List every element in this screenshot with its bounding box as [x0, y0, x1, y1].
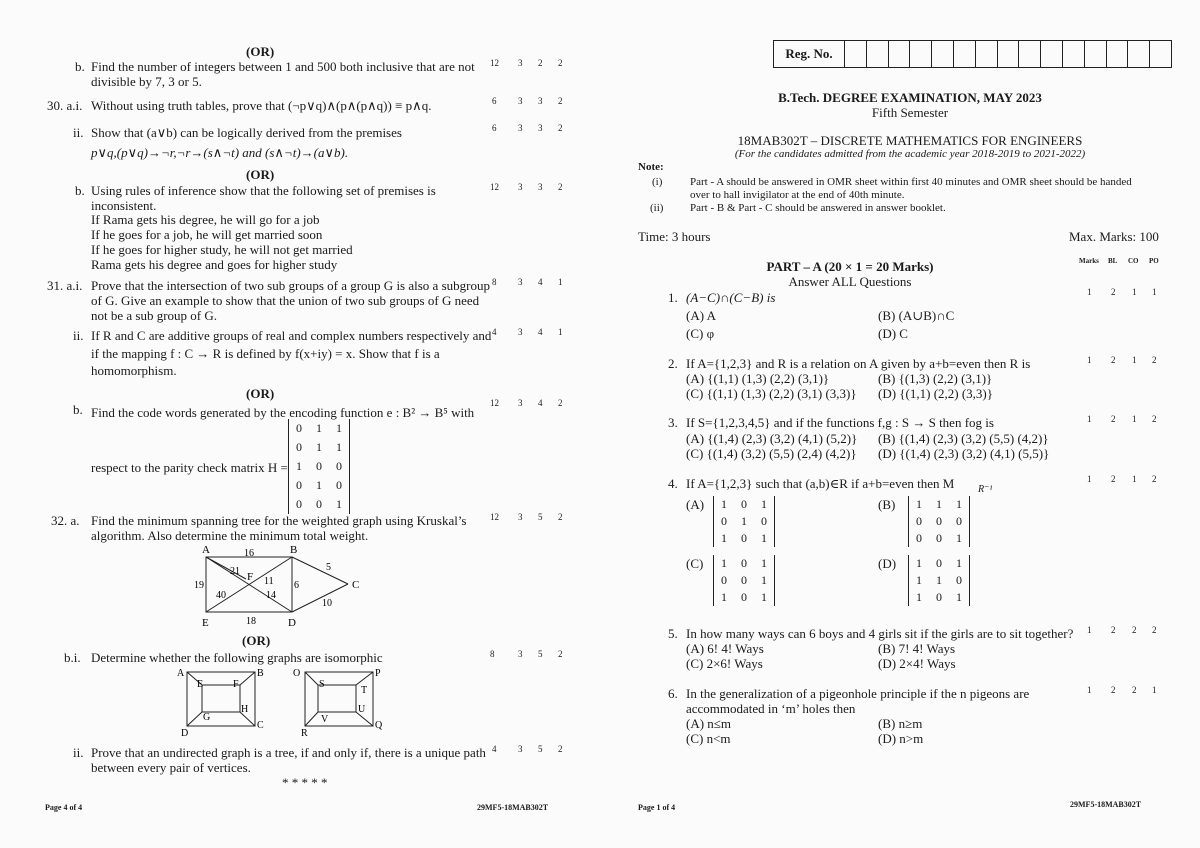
- question-text: Find the code words generated by the encoding function e : B² → B⁵ with: [91, 405, 475, 420]
- edge-weight: 19: [194, 580, 204, 591]
- edge-weight: 14: [266, 590, 276, 601]
- option-d[interactable]: (D) 2×4! Ways: [878, 656, 956, 671]
- vertex-label: R: [301, 728, 308, 738]
- question-number: 3.: [668, 415, 678, 430]
- question-label: b.: [75, 59, 85, 74]
- note-text: Part - B & Part - C should be answered in answer booklet.: [690, 202, 946, 214]
- edge-weight: 5: [326, 562, 331, 573]
- question-text: (A−C)∩(C−B) is: [686, 290, 776, 305]
- reg-no-cell[interactable]: [889, 41, 911, 67]
- vertex-label: Q: [375, 720, 383, 731]
- reg-no-cell[interactable]: [1019, 41, 1041, 67]
- page-footer-code: 29MF5-18MAB302T: [477, 803, 549, 812]
- question-text: Find the number of integers between 1 and 500 both inclusive that are not: [91, 59, 475, 74]
- vertex-label: F: [233, 679, 239, 690]
- note-number: (i): [652, 176, 663, 188]
- question-text: Show that (a∨b) can be logically derived from the premises: [91, 125, 402, 140]
- reg-no-cell[interactable]: [1085, 41, 1107, 67]
- matrix-subscript: R⁻¹: [978, 484, 993, 495]
- part-a-heading: PART – A (20 × 1 = 20 Marks): [766, 259, 934, 274]
- question-text: accommodated in ‘m’ holes then: [686, 701, 856, 716]
- question-label: b.: [75, 183, 85, 198]
- answer-all-instruction: Answer ALL Questions: [788, 274, 912, 289]
- option-b[interactable]: (B): [878, 497, 896, 512]
- option-d-matrix: 1 0 1 1 1 0 1 0 1: [908, 555, 970, 606]
- vertex-label: V: [321, 714, 329, 725]
- or-separator: (OR): [246, 386, 275, 401]
- option-c[interactable]: (C) 2×6! Ways: [686, 656, 763, 671]
- vertex-label: S: [319, 679, 325, 690]
- option-b-matrix: 1 1 1 0 0 0 0 0 1: [908, 496, 970, 547]
- question-text: between every pair of vertices.: [91, 760, 251, 775]
- vertex-label: B: [257, 668, 264, 679]
- reg-no-cell[interactable]: [998, 41, 1020, 67]
- vertex-label: C: [352, 579, 360, 591]
- question-label: ii.: [73, 328, 84, 343]
- vertex-label: G: [203, 712, 211, 723]
- question-text: Prove that the intersection of two sub groups of a group G is also a subgroup: [91, 278, 490, 293]
- question-text: p∨q,(p∨q)→¬r,¬r→(s∧¬t) and (s∧¬t)→(a∨b).: [91, 145, 349, 160]
- reg-no-cell[interactable]: [867, 41, 889, 67]
- vertex-label: C: [257, 720, 264, 731]
- premise-line: If he goes for a job, he will get married soon: [91, 227, 323, 242]
- option-c[interactable]: (C) n<m: [686, 731, 731, 746]
- option-d[interactable]: (D) C: [878, 326, 908, 341]
- vertex-label: B: [290, 544, 298, 556]
- parity-check-matrix: 0 1 1 0 1 1 1 0 0 0 1 0 0 0 1: [288, 419, 350, 514]
- option-a-matrix: 1 0 1 0 1 0 1 0 1: [713, 496, 775, 547]
- max-marks: Max. Marks: 100: [1069, 229, 1159, 244]
- vertex-label: P: [375, 668, 381, 679]
- option-b[interactable]: (B) {(1,4) (2,3) (3,2) (5,5) (4,2)}: [878, 431, 1049, 446]
- option-c[interactable]: (C) φ: [686, 326, 715, 341]
- question-number: 2.: [668, 356, 678, 371]
- reg-no-box: [773, 40, 1172, 68]
- premise-line: Rama gets his degree and goes for higher study: [91, 257, 338, 272]
- edge-weight: 6: [294, 580, 299, 591]
- reg-no-cell[interactable]: [845, 41, 867, 67]
- question-text: In how many ways can 6 boys and 4 girls sit if the girls are to sit together?: [686, 626, 1074, 641]
- or-separator: (OR): [246, 167, 275, 182]
- option-c-matrix: 1 0 1 0 0 1 1 0 1: [713, 555, 775, 606]
- option-c[interactable]: (C) {(1,1) (1,3) (2,2) (3,1) (3,3)}: [686, 386, 857, 401]
- question-text: Determine whether the following graphs are isomorphic: [91, 650, 383, 665]
- vertex-label: E: [202, 617, 209, 628]
- reg-no-cell[interactable]: [910, 41, 932, 67]
- vertex-label: U: [358, 704, 366, 715]
- reg-no-cell[interactable]: [1041, 41, 1063, 67]
- question-text: if the mapping f : C → R is defined by f(x+iy) = x. Show that f is a: [91, 346, 440, 361]
- question-text: If A={1,2,3} and R is a relation on A given by a+b=even then R is: [686, 356, 1031, 371]
- question-text: If R and C are additive groups of real and complex numbers respectively and: [91, 328, 492, 343]
- reg-no-cell[interactable]: [1150, 41, 1171, 67]
- vertex-label: H: [241, 704, 249, 715]
- page-footer-left: Page 1 of 4: [638, 803, 676, 812]
- option-d[interactable]: (D) n>m: [878, 731, 924, 746]
- option-d[interactable]: (D): [878, 556, 897, 571]
- option-b[interactable]: (B) 7! 4! Ways: [878, 641, 956, 656]
- option-a[interactable]: (A) n≤m: [686, 716, 732, 731]
- option-b[interactable]: (B) (A∪B)∩C: [878, 308, 955, 323]
- premise-line: If he goes for higher study, he will not get married: [91, 242, 353, 257]
- premise-line: If Rama gets his degree, he will go for a job: [91, 212, 320, 227]
- option-a[interactable]: (A) {(1,1) (1,3) (2,2) (3,1)}: [686, 371, 830, 386]
- edge-weight: 40: [216, 590, 226, 601]
- candidates-note: (For the candidates admitted from the academic year 2018-2019 to 2021-2022): [734, 148, 1086, 160]
- option-b[interactable]: (B) {(1,3) (2,2) (3,1)}: [878, 371, 993, 386]
- edge-weight: 10: [322, 598, 332, 609]
- or-separator: (OR): [242, 633, 271, 648]
- note-number: (ii): [650, 202, 664, 214]
- question-number: 6.: [668, 686, 678, 701]
- question-text: inconsistent.: [91, 198, 157, 213]
- reg-no-cell[interactable]: [976, 41, 998, 67]
- question-label: ii.: [73, 125, 84, 140]
- question-number: 5.: [668, 626, 678, 641]
- vertex-label: A: [177, 668, 185, 679]
- question-text: not be a sub group of G.: [91, 308, 218, 323]
- question-label: ii.: [73, 745, 84, 760]
- note-label: Note:: [638, 161, 664, 173]
- question-text: If A={1,2,3} such that (a,b)∈R if a+b=even then M: [686, 476, 955, 491]
- reg-no-cell[interactable]: [1128, 41, 1150, 67]
- vertex-label: T: [361, 685, 368, 696]
- option-a[interactable]: (A) 6! 4! Ways: [686, 641, 764, 656]
- question-text: Using rules of inference show that the following set of premises is: [91, 183, 436, 198]
- note-text: over to hall invigilator at the end of 40th minute.: [690, 189, 905, 201]
- question-text: homomorphism.: [91, 363, 177, 378]
- option-c[interactable]: (C) {(1,4) (3,2) (5,5) (2,4) (4,2)}: [686, 446, 857, 461]
- reg-no-cell[interactable]: [954, 41, 976, 67]
- edge-weight: 21: [230, 566, 240, 577]
- exam-title: B.Tech. DEGREE EXAMINATION, MAY 2023: [778, 90, 1042, 105]
- vertex-label: F: [247, 571, 254, 583]
- vertex-label: O: [293, 668, 301, 679]
- option-d[interactable]: (D) {(1,4) (2,3) (3,2) (4,1) (5,5)}: [878, 446, 1050, 461]
- question-text: respect to the parity check matrix H =: [91, 460, 288, 475]
- question-text: Without using truth tables, prove that (¬p∨q)∧(p∧(p∧q)) ≡ p∧q.: [91, 98, 432, 113]
- option-a[interactable]: (A): [686, 497, 705, 512]
- edge-weight: 11: [264, 576, 274, 587]
- vertex-label: E: [197, 679, 204, 690]
- vertex-label: D: [288, 617, 296, 628]
- reg-no-label: Reg. No.: [774, 41, 845, 67]
- reg-no-cell[interactable]: [1063, 41, 1085, 67]
- option-a[interactable]: (A) {(1,4) (2,3) (3,2) (4,1) (5,2)}: [686, 431, 858, 446]
- question-number: 4.: [668, 476, 678, 491]
- question-label: 31. a.i.: [47, 278, 83, 293]
- question-text: algorithm. Also determine the minimum total weight.: [91, 528, 369, 543]
- vertex-label: D: [181, 728, 189, 738]
- end-stars: * * * * *: [282, 775, 328, 790]
- option-c[interactable]: (C): [686, 556, 704, 571]
- question-text: divisible by 7, 3 or 5.: [91, 74, 202, 89]
- isomorphism-graphs-diagram: [175, 666, 385, 738]
- option-a[interactable]: (A) A: [686, 308, 716, 323]
- or-separator: (OR): [246, 44, 275, 59]
- question-label: b.: [73, 402, 83, 417]
- question-text: In the generalization of a pigeonhole principle if the n pigeons are: [686, 686, 1030, 701]
- question-text: Find the minimum spanning tree for the weighted graph using Kruskal’s: [91, 513, 467, 528]
- note-text: Part - A should be answered in OMR sheet within first 40 minutes and OMR sheet should be handed: [690, 176, 1132, 188]
- page-footer-code: 29MF5-18MAB302T: [1070, 800, 1142, 809]
- question-label: 30. a.i.: [47, 98, 83, 113]
- page-footer-left: Page 4 of 4: [45, 803, 83, 812]
- weighted-graph-diagram: [190, 544, 380, 628]
- vertex-label: A: [202, 544, 210, 556]
- option-b[interactable]: (B) n≥m: [878, 716, 923, 731]
- semester: Fifth Semester: [871, 105, 949, 120]
- option-d[interactable]: (D) {(1,1) (2,2) (3,3)}: [878, 386, 994, 401]
- course-title: 18MAB302T – DISCRETE MATHEMATICS FOR ENGINEERS: [737, 133, 1083, 148]
- question-label: b.i.: [64, 650, 81, 665]
- question-text: Prove that an undirected graph is a tree, if and only if, there is a unique path: [91, 745, 486, 760]
- question-text: If S={1,2,3,4,5} and if the functions f,g : S → S then fog is: [686, 415, 994, 430]
- question-text: of G. Give an example to show that the union of two sub groups of G need: [91, 293, 480, 308]
- reg-no-cell[interactable]: [1107, 41, 1129, 67]
- exam-duration: Time: 3 hours: [638, 229, 711, 244]
- question-number: 1.: [668, 290, 678, 305]
- reg-no-cell[interactable]: [932, 41, 954, 67]
- edge-weight: 16: [244, 548, 254, 559]
- edge-weight: 18: [246, 616, 256, 627]
- question-label: 32. a.: [51, 513, 80, 528]
